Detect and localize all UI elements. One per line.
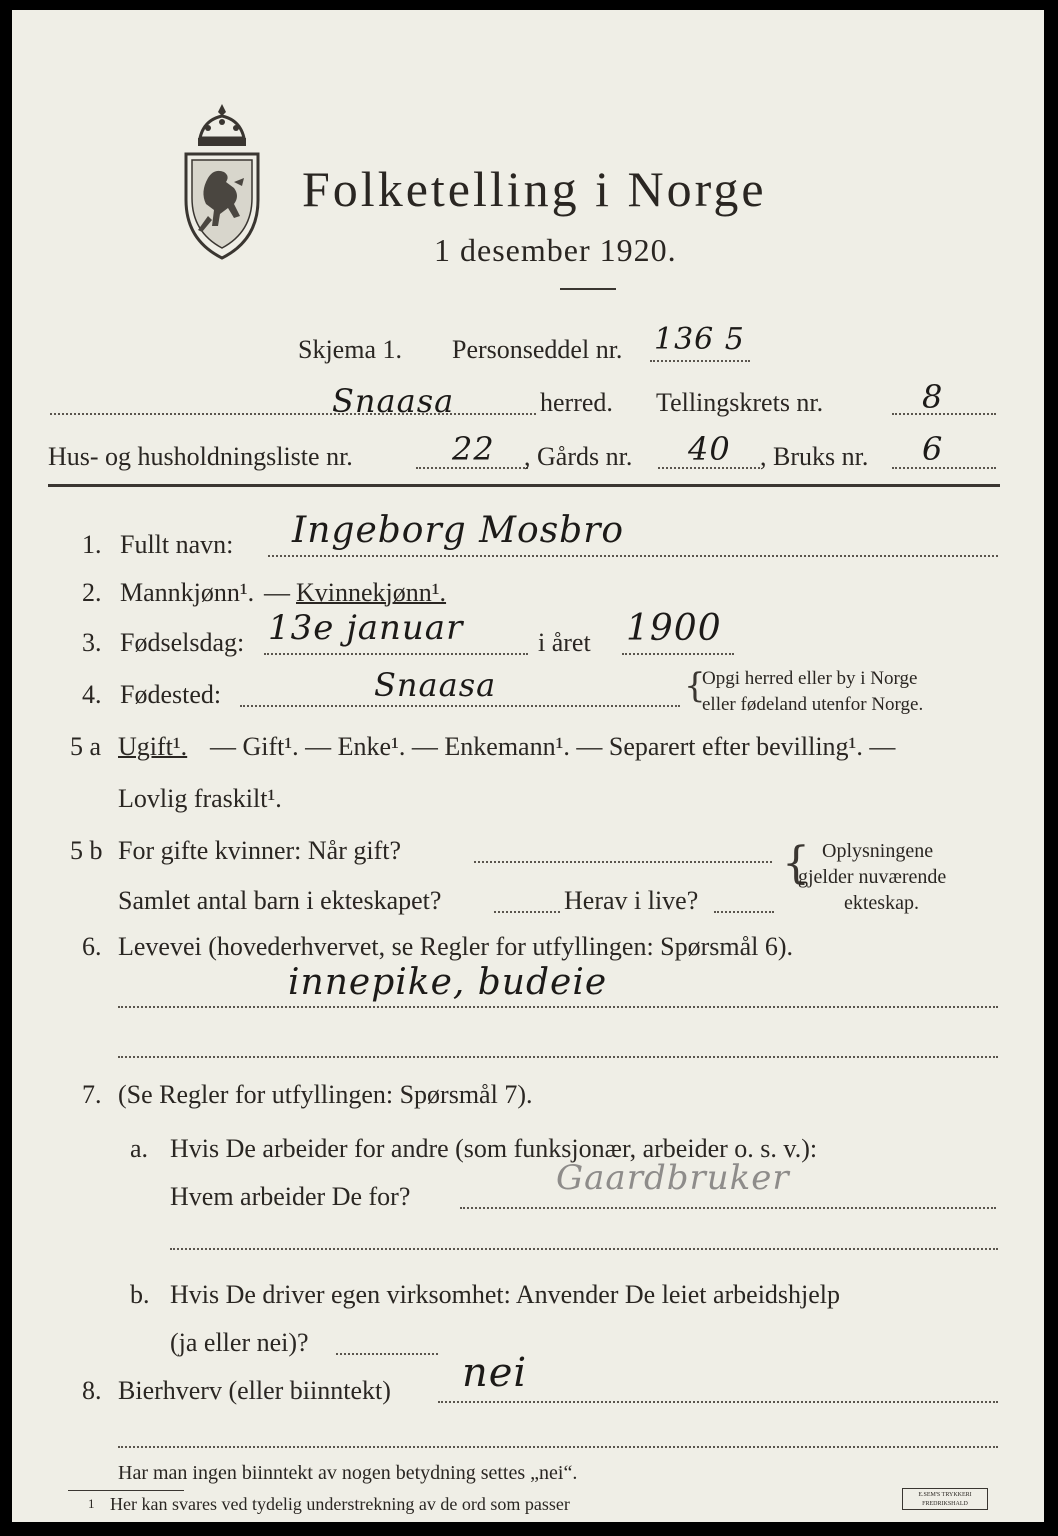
q7a-text: Hvis De arbeider for andre (som funksjonær, arbeider o. s. v.):	[170, 1134, 818, 1163]
tellingskrets-label: Tellingskrets nr.	[656, 388, 824, 417]
q4-value: Snaasa	[374, 666, 497, 704]
herred-label: herred.	[540, 388, 613, 417]
footer-note: Har man ingen biinntekt av nogen betydning settes „nei“.	[118, 1462, 578, 1484]
q5b-label-3: Herav i live?	[564, 886, 699, 915]
q7b-letter: b.	[130, 1280, 150, 1309]
q4-label: Fødested:	[120, 680, 222, 709]
q4-note-1: Opgi herred eller by i Norge	[702, 668, 918, 689]
personseddel-value: 136 5	[654, 322, 745, 357]
title-divider	[560, 288, 616, 290]
q7a-line-2	[170, 1248, 998, 1250]
q5b-line-2	[494, 911, 560, 913]
q6-label: Levevei (hovederhvervet, se Regler for utfyllingen: Spørsmål 6).	[118, 932, 794, 961]
q7a-line	[460, 1207, 996, 1209]
q5b-note-1: Oplysningene	[822, 840, 934, 862]
q3-day-value: 13e januar	[268, 608, 464, 648]
footnote-mark: 1	[88, 1496, 95, 1511]
skjema-label: Skjema 1.	[298, 335, 402, 364]
gards-label: , Gårds nr.	[524, 442, 633, 471]
printer-stamp-line-2: FREDRIKSHALD	[922, 1501, 968, 1507]
q7-label: (Se Regler for utfyllingen: Spørsmål 7).	[118, 1080, 533, 1109]
q5b-line-3	[714, 911, 774, 913]
q7-number: 7.	[82, 1080, 102, 1109]
herred-value: Snaasa	[332, 382, 455, 420]
q8-line	[438, 1401, 998, 1403]
q3-number: 3.	[82, 628, 102, 657]
q1-value: Ingeborg Mosbro	[292, 510, 625, 551]
printer-stamp	[902, 1488, 988, 1510]
q8-line-2	[118, 1446, 998, 1448]
q7a-value: Gaardbruker	[556, 1158, 790, 1198]
husliste-value: 22	[452, 430, 495, 468]
q7b-text: Hvis De driver egen virksomhet: Anvender De leiet arbeidshjelp	[170, 1280, 841, 1309]
q5a-number: 5 a	[70, 732, 102, 761]
q4-number: 4.	[82, 680, 102, 709]
form-title: Folketelling i Norge	[302, 161, 767, 217]
q1-line	[268, 555, 998, 557]
q3-day-line	[264, 653, 528, 655]
q2-dash: —	[264, 578, 290, 607]
q1-label: Fullt navn:	[120, 530, 234, 559]
census-date: 1 desember 1920.	[434, 232, 677, 268]
tellingskrets-line	[892, 413, 996, 415]
q3-year-label: i året	[538, 628, 591, 657]
tellingskrets-value: 8	[922, 378, 944, 416]
q6-line-1	[118, 1006, 998, 1008]
q7a-text2: Hvem arbeider De for?	[170, 1182, 411, 1211]
q2-kvinne: Kvinnekjønn¹.	[296, 578, 447, 607]
personseddel-line	[650, 360, 750, 362]
personseddel-label: Personseddel nr.	[452, 335, 623, 364]
q5b-note-2: gjelder nuværende	[798, 866, 947, 888]
q4-note-2: eller fødeland utenfor Norge.	[702, 694, 924, 715]
q2-mann: Mannkjønn¹.	[120, 578, 255, 607]
q2-number: 2.	[82, 578, 102, 607]
printer-stamp-line-1: E.SEM'S TRYKKERI	[918, 1492, 972, 1498]
q5a-ugift: Ugift¹.	[118, 732, 188, 761]
q5b-brace: {	[782, 838, 810, 889]
footnote-rule	[68, 1490, 184, 1491]
q8-number: 8.	[82, 1376, 102, 1405]
bruks-value: 6	[922, 430, 944, 468]
q4-brace: {	[684, 666, 706, 706]
q5a-line2: Lovlig fraskilt¹.	[118, 784, 282, 813]
q1-number: 1.	[82, 530, 102, 559]
q5b-label-1: For gifte kvinner: Når gift?	[118, 836, 402, 865]
q7b-text2: (ja eller nei)?	[170, 1328, 309, 1357]
bruks-line	[892, 467, 996, 469]
q7b-line	[336, 1353, 438, 1355]
herred-line	[50, 413, 536, 415]
q5b-note-3: ekteskap.	[844, 892, 919, 914]
q6-value: innepike, budeie	[288, 962, 608, 1003]
q8-label: Bierhverv (eller biinntekt)	[118, 1376, 391, 1405]
header-rule	[48, 484, 1000, 487]
husliste-label: Hus- og husholdningsliste nr.	[48, 442, 353, 471]
q3-label: Fødselsdag:	[120, 628, 245, 657]
census-form	[12, 10, 1044, 1522]
q8-value: nei	[462, 1350, 528, 1396]
q6-number: 6.	[82, 932, 102, 961]
q7a-letter: a.	[130, 1134, 149, 1163]
footnote-text: Her kan svares ved tydelig understrekning av de ord som passer	[110, 1494, 570, 1514]
coat-of-arms-icon	[178, 98, 266, 268]
q3-year-value: 1900	[626, 608, 722, 649]
q3-year-line	[622, 653, 734, 655]
q6-line-2	[118, 1056, 998, 1058]
q5b-number: 5 b	[70, 836, 103, 865]
gards-value: 40	[688, 430, 731, 468]
bruks-label: , Bruks nr.	[760, 442, 869, 471]
q4-line	[240, 705, 680, 707]
q5b-line-1	[474, 861, 772, 863]
q5a-options: — Gift¹. — Enke¹. — Enkemann¹. — Separert efter bevilling¹. —	[210, 732, 896, 761]
q5b-label-2: Samlet antal barn i ekteskapet?	[118, 886, 442, 915]
